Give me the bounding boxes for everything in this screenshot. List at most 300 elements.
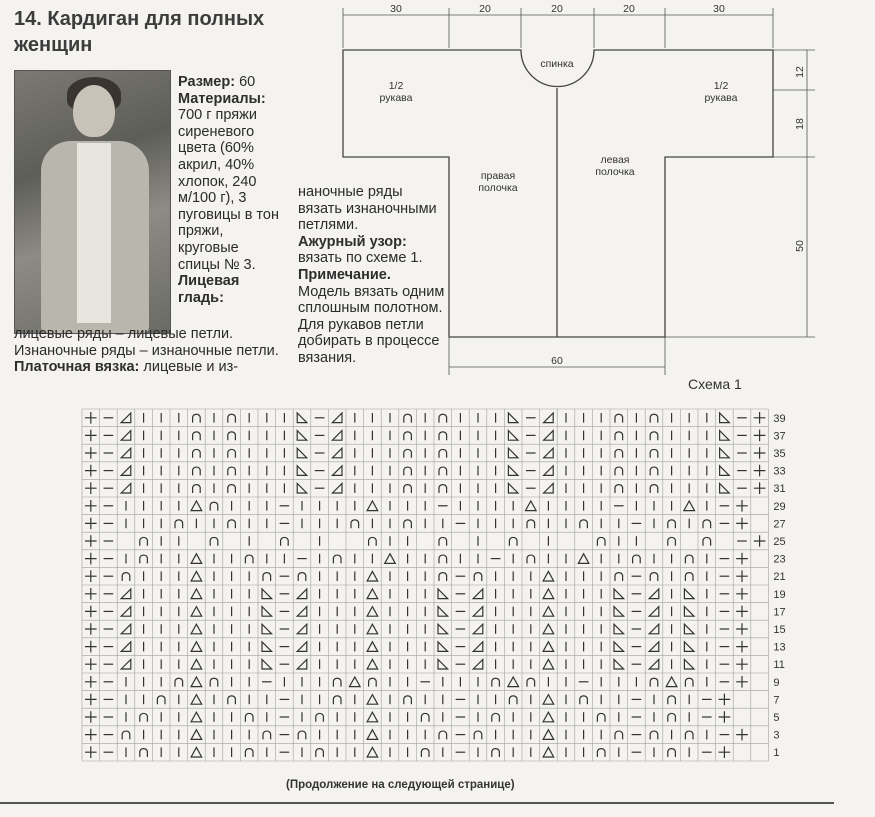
chart-symbol-k2tog-right [297,466,307,476]
chart-symbol-yarn-over [439,414,447,422]
chart-symbol-edge-stitch [736,606,748,618]
chart-symbol-k3tog [543,712,554,722]
chart-symbol-k2tog-left [121,483,131,493]
chart-symbol-yarn-over [333,678,341,686]
chart-symbol-yarn-over [140,713,148,721]
chart-symbol-edge-stitch [754,412,766,424]
chart-symbol-yarn-over [685,573,693,581]
chart-symbol-edge-stitch [754,465,766,477]
chart-symbol-edge-stitch [85,641,97,653]
chart-symbol-k3tog [543,659,554,669]
chart-symbol-k2tog-right [614,589,624,599]
chart-symbol-k2tog-right [262,624,272,634]
dim-top-5: 30 [713,3,725,15]
note-label: Примечание. [298,266,391,283]
page-title: 14. Кардиган для полных женщин [14,8,265,56]
chart-symbol-k2tog-right [508,448,518,458]
chart-symbol-yarn-over [597,537,605,545]
chart-symbol-k2tog-right [438,624,448,634]
chart-symbol-k3tog [191,607,202,617]
chart-symbol-yarn-over [193,467,201,475]
chart-symbol-edge-stitch [85,518,97,530]
chart-symbol-yarn-over [439,573,447,581]
sleeve-left-line1: 1/2 [388,80,404,92]
chart-symbol-k3tog [191,554,202,564]
chart-symbol-edge-stitch [754,482,766,494]
sleeve-right-line2: рукава [704,92,738,104]
chart-symbol-yarn-over [228,467,236,475]
chart-symbol-yarn-over [228,432,236,440]
chart-symbol-k2tog-left [544,448,554,458]
chart-symbol-k2tog-right [508,431,518,441]
chart-symbol-k3tog [367,607,378,617]
page-divider [0,802,834,804]
chart-symbol-edge-stitch [736,588,748,600]
chart-symbol-k2tog-left [121,431,131,441]
chart-symbol-k3tog [367,695,378,705]
chart-symbol-yarn-over [404,520,412,528]
chart-symbol-yarn-over [668,696,676,704]
chart-symbol-edge-stitch [85,676,97,688]
chart-symbol-edge-stitch [85,746,97,758]
chart-symbol-edge-stitch [719,711,731,723]
chart-symbol-yarn-over [193,449,201,457]
chart-symbol-yarn-over [439,432,447,440]
chart-symbol-k2tog-right [262,607,272,617]
chart-symbol-yarn-over [245,713,253,721]
chart-symbol-yarn-over [404,432,412,440]
chart-symbol-yarn-over [421,749,429,757]
chart-row-number: 11 [773,659,785,672]
chart-symbol-k2tog-right [508,466,518,476]
chart-symbol-yarn-over [668,713,676,721]
chart-symbol-yarn-over [668,749,676,757]
chart-row-number: 7 [773,694,780,707]
chart-symbol-k3tog [191,712,202,722]
chart-symbol-yarn-over [351,520,359,528]
chart-symbol-k2tog-left [649,589,659,599]
chart-symbol-edge-stitch [719,746,731,758]
chart-row-number: 3 [773,729,780,742]
chart-symbol-edge-stitch [736,518,748,530]
chart-symbol-yarn-over [193,414,201,422]
chart-row-number: 29 [773,500,786,513]
chart-symbol-k2tog-left [544,413,554,423]
chart-symbol-k2tog-left [649,642,659,652]
chart-symbol-k2tog-right [720,483,730,493]
chart-symbol-k2tog-left [473,642,483,652]
chart-symbol-yarn-over [404,485,412,493]
chart-symbol-edge-stitch [85,482,97,494]
chart-symbol-k2tog-right [684,642,694,652]
chart-symbol-edge-stitch [736,676,748,688]
chart-symbol-yarn-over [333,555,341,563]
chart-symbol-k2tog-left [649,659,659,669]
chart-symbol-yarn-over [439,449,447,457]
chart-symbol-k3tog [191,624,202,634]
right-front-line2: полочка [478,182,518,194]
chart-symbol-k2tog-left [121,659,131,669]
chart-symbol-edge-stitch [85,430,97,442]
chart-symbol-yarn-over [245,749,253,757]
knitting-chart [82,409,786,761]
chart-symbol-k2tog-right [684,624,694,634]
chart-symbol-edge-stitch [736,570,748,582]
chart-symbol-edge-stitch [85,658,97,670]
garter-text-end: наночные ряды вязать изнаночными петлями. [298,184,437,234]
chart-symbol-yarn-over [298,573,306,581]
chart-symbol-yarn-over [580,696,588,704]
chart-symbol-k3tog [191,677,202,687]
chart-symbol-edge-stitch [736,500,748,512]
chart-symbol-yarn-over [210,678,218,686]
dim-right-1: 12 [794,66,806,78]
chart-symbol-k3tog [578,554,589,564]
chart-symbol-k2tog-right [262,589,272,599]
chart-symbol-yarn-over [492,713,500,721]
materials-label: Материалы: [178,90,266,107]
chart-symbol-k3tog [666,677,677,687]
chart-row-number: 9 [773,676,780,689]
dim-top-2: 20 [479,3,491,15]
chart-symbol-yarn-over [668,537,676,545]
chart-symbol-k3tog [684,501,695,511]
chart-symbol-yarn-over [404,449,412,457]
chart-symbol-yarn-over [140,555,148,563]
chart-symbol-k2tog-right [614,624,624,634]
chart-symbol-yarn-over [615,467,623,475]
chart-symbol-k2tog-right [297,413,307,423]
chart-symbol-k2tog-right [508,413,518,423]
chart-symbol-yarn-over [404,414,412,422]
chart-symbol-k3tog [526,501,537,511]
chart-symbol-k3tog [543,607,554,617]
chart-symbol-k2tog-left [297,624,307,634]
chart-row-number: 23 [773,553,786,566]
chart-symbol-edge-stitch [736,553,748,565]
chart-symbol-yarn-over [492,749,500,757]
chart-row-number: 25 [773,536,786,548]
chart-symbol-k2tog-left [473,589,483,599]
chart-symbol-k2tog-left [121,607,131,617]
chart-symbol-k2tog-right [720,413,730,423]
size-label: Размер: [178,74,236,90]
chart-symbol-yarn-over [527,520,535,528]
note-text: Модель вязать одним сплошным полотном. Для рукавов петли добирать в процессе вязания. [298,283,445,366]
chart-row-number: 15 [773,624,786,636]
chart-symbol-k2tog-right [684,659,694,669]
chart-symbol-yarn-over [439,731,447,739]
chart-symbol-k3tog [508,677,519,687]
chart-row-number: 35 [773,448,786,460]
chart-row-number: 31 [773,483,786,496]
chart-symbol-edge-stitch [85,694,97,706]
chart-symbol-yarn-over [615,432,623,440]
chart-symbol-yarn-over [439,485,447,493]
chart-symbol-edge-stitch [85,535,97,547]
scheme-caption: Схема 1 [688,376,742,392]
chart-symbol-k3tog [543,747,554,757]
chart-symbol-k2tog-right [614,642,624,652]
garter-label: Платочная вязка: [14,359,140,376]
chart-row-number: 17 [773,606,786,619]
chart-symbol-yarn-over [281,537,289,545]
chart-symbol-yarn-over [175,520,183,528]
chart-symbol-edge-stitch [736,658,748,670]
chart-symbol-k2tog-left [332,448,342,458]
chart-symbol-yarn-over [650,573,658,581]
dim-top-3: 20 [551,3,563,15]
chart-symbol-k3tog [543,571,554,581]
left-front-line1: левая [600,154,630,166]
chart-symbol-k2tog-left [544,431,554,441]
right-front-line1: правая [480,170,516,182]
chart-symbol-yarn-over [703,520,711,528]
chart-symbol-yarn-over [650,414,658,422]
chart-symbol-k3tog [367,501,378,511]
chart-symbol-yarn-over [474,731,482,739]
chart-symbol-k2tog-right [720,466,730,476]
chart-symbol-yarn-over [439,537,447,545]
dim-top-1: 30 [390,3,402,15]
chart-symbol-k2tog-left [297,607,307,617]
chart-symbol-k2tog-left [332,466,342,476]
chart-symbol-k3tog [191,695,202,705]
chart-symbol-k2tog-left [121,413,131,423]
chart-symbol-yarn-over [685,731,693,739]
chart-symbol-k3tog [543,589,554,599]
lace-text: вязать по схеме 1. [298,250,423,267]
chart-symbol-k3tog [367,730,378,740]
chart-symbol-yarn-over [228,485,236,493]
chart-symbol-edge-stitch [85,711,97,723]
chart-symbol-k3tog [543,730,554,740]
lace-label: Ажурный узор: [298,233,407,250]
chart-symbol-k2tog-left [332,431,342,441]
chart-symbol-edge-stitch [754,430,766,442]
chart-symbol-yarn-over [245,555,253,563]
chart-symbol-yarn-over [615,485,623,493]
chart-symbol-yarn-over [263,731,271,739]
chart-symbol-edge-stitch [85,465,97,477]
chart-symbol-edge-stitch [85,570,97,582]
chart-symbol-yarn-over [404,696,412,704]
chart-symbol-k3tog [350,677,361,687]
chart-row-number: 27 [773,518,786,531]
chart-symbol-edge-stitch [736,641,748,653]
chart-symbol-k2tog-left [121,589,131,599]
chart-row-number: 1 [773,747,780,760]
chart-symbol-yarn-over [650,731,658,739]
chart-symbol-yarn-over [439,467,447,475]
chart-symbol-k3tog [367,712,378,722]
chart-symbol-yarn-over [175,678,183,686]
chart-symbol-yarn-over [527,555,535,563]
chart-symbol-k2tog-left [473,659,483,669]
chart-symbol-k2tog-left [473,624,483,634]
chart-symbol-yarn-over [650,467,658,475]
chart-symbol-yarn-over [650,678,658,686]
sleeve-left-line2: рукава [379,92,413,104]
chart-symbol-edge-stitch [85,447,97,459]
chart-symbol-k2tog-left [544,466,554,476]
chart-row-number: 19 [773,588,786,601]
chart-symbol-k2tog-left [297,642,307,652]
chart-symbol-yarn-over [527,678,535,686]
chart-symbol-k3tog [191,642,202,652]
chart-symbol-k2tog-left [297,589,307,599]
chart-symbol-edge-stitch [85,729,97,741]
chart-symbol-k2tog-left [121,642,131,652]
chart-symbol-k3tog [191,501,202,511]
chart-symbol-k3tog [367,659,378,669]
chart-symbol-yarn-over [210,537,218,545]
chart-symbol-k3tog [191,747,202,757]
chart-symbol-edge-stitch [754,535,766,547]
chart-symbol-k3tog [385,554,396,564]
chart-symbol-yarn-over [439,555,447,563]
dim-bottom: 60 [551,355,563,367]
materials-text: 700 г пряжи сиреневого цвета (60% акрил, 40% хлопок, 240 м/100 г), 3 пуговицы в тон пряжи, круговые спицы № 3. [178,107,279,273]
chart-symbol-k2tog-left [121,466,131,476]
chart-symbol-k3tog [367,571,378,581]
chart-symbol-k3tog [367,624,378,634]
chart-symbol-yarn-over [685,678,693,686]
chart-symbol-yarn-over [668,520,676,528]
sleeve-right-line1: 1/2 [713,80,729,92]
chart-symbol-k2tog-right [297,448,307,458]
chart-symbol-yarn-over [193,485,201,493]
chart-symbol-yarn-over [140,537,148,545]
chart-symbol-yarn-over [421,713,429,721]
chart-row-number: 21 [773,571,786,584]
chart-symbol-k2tog-left [332,483,342,493]
chart-row-number: 5 [773,712,780,724]
chart-symbol-yarn-over [122,731,130,739]
chart-symbol-yarn-over [650,449,658,457]
chart-symbol-k2tog-right [508,483,518,493]
chart-symbol-yarn-over [597,713,605,721]
chart-symbol-yarn-over [369,537,377,545]
chart-symbol-yarn-over [633,555,641,563]
chart-symbol-k2tog-left [544,483,554,493]
stockinette-text: лицевые ряды – лицевые петли. Изнаночные ряды – изнаночные петли. [14,326,279,359]
chart-symbol-edge-stitch [85,412,97,424]
chart-symbol-yarn-over [228,696,236,704]
chart-symbol-edge-stitch [754,447,766,459]
chart-symbol-k3tog [543,624,554,634]
chart-symbol-edge-stitch [85,623,97,635]
chart-symbol-k2tog-left [473,607,483,617]
chart-symbol-yarn-over [509,696,517,704]
chart-symbol-k2tog-left [649,624,659,634]
chart-symbol-k2tog-right [438,589,448,599]
chart-symbol-k2tog-left [121,624,131,634]
dim-right-3: 50 [794,240,806,252]
chart-symbol-k2tog-right [438,642,448,652]
chart-symbol-yarn-over [369,678,377,686]
chart-symbol-yarn-over [333,696,341,704]
chart-symbol-k2tog-right [720,431,730,441]
chart-symbol-k3tog [543,695,554,705]
chart-symbol-yarn-over [580,520,588,528]
chart-symbol-k3tog [367,642,378,652]
chart-symbol-k2tog-left [121,448,131,458]
chart-row-number: 37 [773,430,786,443]
chart-symbol-yarn-over [404,467,412,475]
chart-symbol-k3tog [191,659,202,669]
chart-symbol-yarn-over [263,573,271,581]
chart-symbol-k3tog [367,747,378,757]
chart-symbol-yarn-over [474,573,482,581]
chart-symbol-k2tog-right [438,607,448,617]
chart-symbol-k3tog [543,642,554,652]
chart-symbol-yarn-over [228,414,236,422]
chart-symbol-yarn-over [228,520,236,528]
chart-symbol-edge-stitch [736,729,748,741]
dim-right-2: 18 [794,118,806,130]
stockinette-label: Лицевая гладь: [178,273,240,306]
chart-symbol-yarn-over [157,696,165,704]
chart-symbol-yarn-over [228,449,236,457]
continued-note: (Продолжение на следующей странице) [286,779,515,791]
chart-symbol-yarn-over [650,432,658,440]
chart-symbol-k2tog-right [297,483,307,493]
chart-symbol-k2tog-right [684,589,694,599]
chart-row-number: 13 [773,641,786,654]
garter-text-start: лицевые и из- [143,359,239,376]
chart-symbol-yarn-over [615,573,623,581]
chart-symbol-yarn-over [298,731,306,739]
chart-symbol-k2tog-left [332,413,342,423]
chart-symbol-yarn-over [509,537,517,545]
chart-symbol-yarn-over [650,485,658,493]
size-value: 60 [239,74,256,90]
chart-symbol-yarn-over [492,678,500,686]
dim-top-4: 20 [623,3,635,15]
chart-symbol-yarn-over [193,432,201,440]
chart-symbol-k2tog-right [684,607,694,617]
chart-symbol-k2tog-right [262,642,272,652]
chart-row-number: 39 [773,412,786,425]
chart-symbol-k2tog-right [438,659,448,669]
chart-symbol-edge-stitch [736,623,748,635]
chart-symbol-edge-stitch [719,694,731,706]
chart-symbol-k2tog-left [649,607,659,617]
back-label: спинка [540,58,574,70]
left-front-line2: полочка [595,166,635,178]
chart-symbol-yarn-over [615,414,623,422]
chart-symbol-k3tog [367,589,378,599]
chart-symbol-yarn-over [597,749,605,757]
chart-symbol-k2tog-right [720,448,730,458]
chart-symbol-edge-stitch [85,606,97,618]
chart-symbol-k2tog-left [297,659,307,669]
chart-symbol-edge-stitch [85,588,97,600]
chart-symbol-k3tog [191,571,202,581]
chart-row-number: 33 [773,465,786,478]
chart-symbol-yarn-over [140,749,148,757]
chart-symbol-yarn-over [316,713,324,721]
chart-symbol-k2tog-right [297,431,307,441]
chart-symbol-yarn-over [685,555,693,563]
chart-symbol-yarn-over [703,537,711,545]
chart-symbol-k2tog-right [262,659,272,669]
chart-symbol-k3tog [191,730,202,740]
chart-symbol-yarn-over [615,731,623,739]
chart-symbol-yarn-over [122,573,130,581]
chart-symbol-yarn-over [316,749,324,757]
